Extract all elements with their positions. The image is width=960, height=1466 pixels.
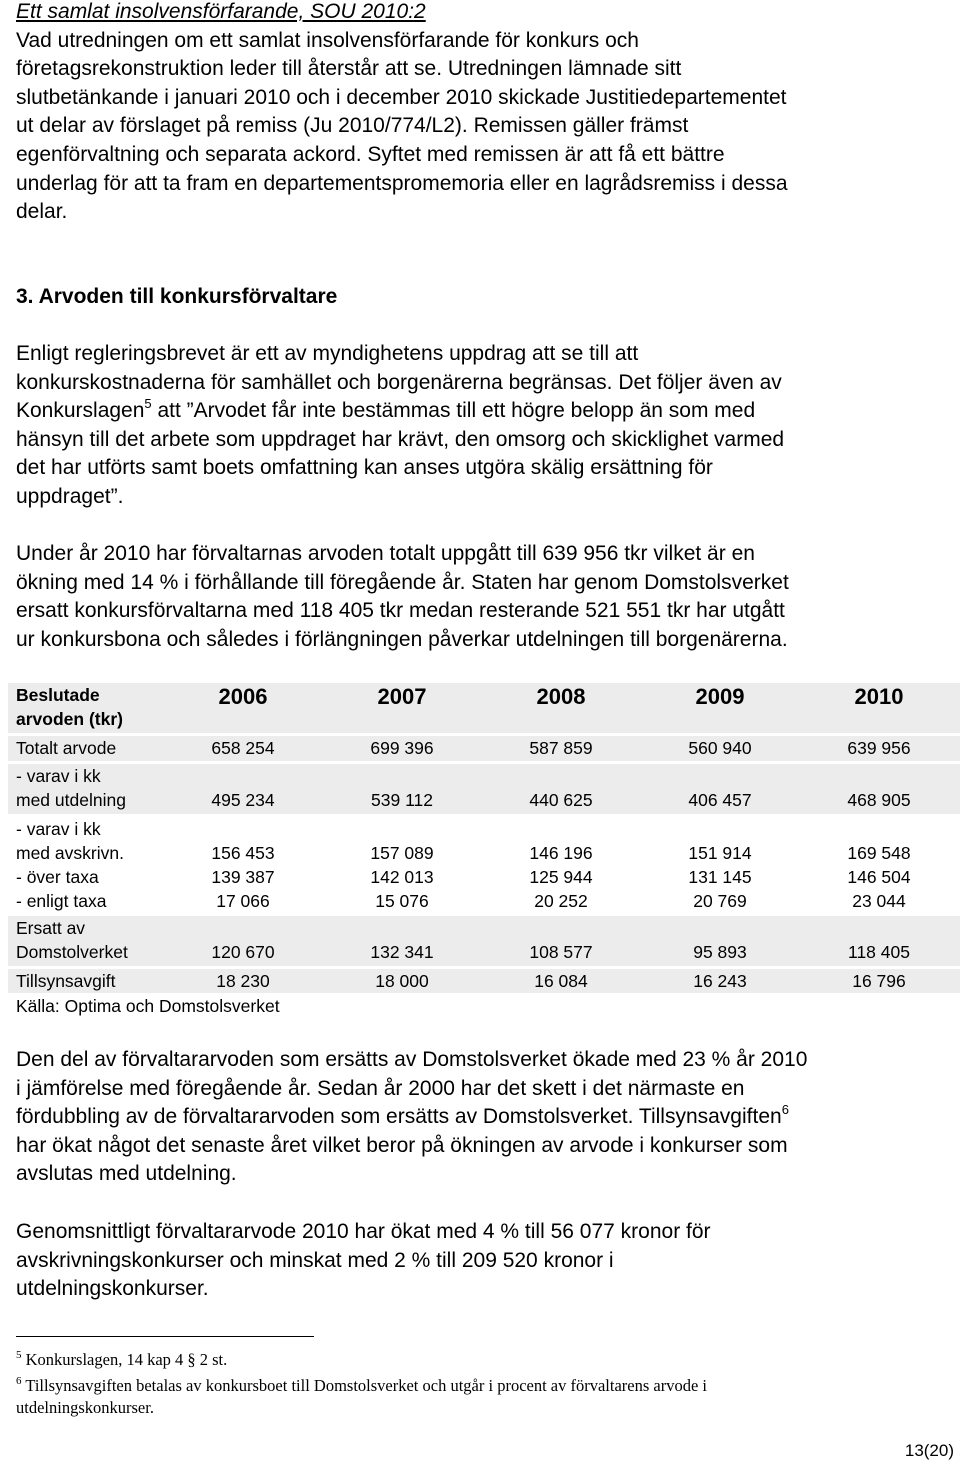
footnote-text: Konkurslagen, 14 kap 4 § 2 st.: [25, 1350, 228, 1369]
intro-line: ut delar av förslaget på remiss (Ju 2010/774/L2). Remissen gäller främst: [16, 114, 689, 138]
table-cell: 131 145: [688, 867, 752, 887]
footnote-6: [16, 1375, 936, 1419]
section-heading: 3. Arvoden till konkursförvaltare: [16, 285, 338, 308]
table-cell: 169 548: [847, 843, 911, 863]
intro-section: [16, 0, 956, 227]
table-header-label: Beslutade arvoden (tkr): [16, 685, 123, 729]
row-label: Totalt arvode: [16, 738, 117, 758]
paragraph-line: avskrivningskonkurser och minskat med 2 % till 209 520 kronor i: [16, 1248, 614, 1272]
paragraph-genomsnitt: [16, 1218, 956, 1304]
table-cell: 146 504: [847, 867, 911, 887]
paragraph-line: konkurskostnaderna för samhället och borgenärerna begränsas. Det följer även av: [16, 370, 782, 394]
table-cell: 16 796: [852, 971, 906, 991]
paragraph-line: har ökat något det senaste året vilket beror på ökningen av arvode i konkurser som: [16, 1133, 788, 1157]
quote-text: att ”Arvodet får inte bestämmas till ett högre belopp än som med: [151, 399, 756, 423]
table-cell: 132 341: [370, 942, 434, 962]
row-label: - enligt taxa: [16, 891, 107, 911]
row-label: - varav i kk med avskrivn.: [16, 819, 124, 863]
paragraph-line: Under år 2010 har förvaltarnas arvoden totalt uppgått till 639 956 tkr vilket är en: [16, 542, 755, 565]
subject-line: Ett samlat insolvensförfarande, SOU 2010:2: [16, 0, 426, 23]
table-cell: 23 044: [852, 891, 906, 911]
table-year-header: 2009: [695, 684, 745, 709]
paragraph-line: i jämförelse med föregående år. Sedan år 2000 har det skett i det närmaste en: [16, 1076, 745, 1100]
intro-line: underlag för att ta fram en departementspromemoria eller en lagrådsremiss i dessa: [16, 171, 788, 195]
footnote-ref-5: 5: [144, 396, 152, 412]
table-cell: 539 112: [371, 790, 433, 810]
paragraph-line: det har utförts samt boets omfattning kan anses utgöra skälig ersättning för: [16, 456, 713, 480]
table-year-header: 2006: [218, 684, 268, 709]
table-cell: 560 940: [688, 738, 752, 758]
table-cell: 157 089: [370, 843, 434, 863]
intro-line: företagsrekonstruktion leder till återstår att se. Utredningen lämnade sitt: [16, 57, 682, 81]
paragraph-line: ersatt konkursförvaltarna med 118 405 tkr medan resterande 521 551 tkr har utgått: [16, 599, 785, 623]
intro-line: delar.: [16, 200, 68, 224]
table-cell: 18 230: [216, 971, 270, 991]
table-cell: 20 769: [693, 891, 747, 911]
table-cell: 639 956: [847, 738, 911, 758]
table-cell: 125 944: [529, 867, 593, 887]
table-cell: 17 066: [216, 891, 270, 911]
table-cell: 15 076: [375, 891, 429, 911]
paragraph-line: Genomsnittligt förvaltararvode 2010 har ökat med 4 % till 56 077 kronor för: [16, 1220, 711, 1243]
table-cell: 16 084: [534, 971, 588, 991]
paragraph-domstolsverket: [16, 1046, 956, 1189]
table-cell: 495 234: [211, 790, 275, 810]
table-cell: 146 196: [529, 843, 593, 863]
paragraph-regleringsbrev: [16, 340, 956, 512]
footnote-text-continued: utdelningskonkurser.: [16, 1398, 154, 1417]
paragraph-line: avslutas med utdelning.: [16, 1162, 237, 1186]
intro-line: slutbetänkande i januari 2010 och i december 2010 skickade Justitiedepartementet: [16, 85, 787, 109]
table-cell: 658 254: [211, 738, 275, 758]
paragraph-line: fördubbling av de förvaltararvoden som ersätts av Domstolsverket. Tillsynsavgiften$^6$: [16, 1102, 789, 1129]
footnote-number: 6: [16, 1375, 22, 1387]
table-source: Källa: Optima och Domstolsverket: [16, 996, 280, 1016]
paragraph-line: utdelningskonkurser.: [16, 1277, 209, 1301]
row-label: Tillsynsavgift: [16, 971, 116, 991]
table-cell: 118 405: [848, 942, 910, 962]
paragraph-arvoden-2010: [16, 540, 956, 654]
page-number: 13(20): [904, 1441, 954, 1460]
table-year-header: 2008: [536, 684, 586, 709]
table-cell: 108 577: [529, 942, 593, 962]
table-cell: 95 893: [693, 942, 747, 962]
table-cell: 440 625: [529, 790, 593, 810]
paragraph-line: Enligt regleringsbrevet är ett av myndighetens uppdrag att se till att: [16, 342, 639, 365]
footnote-5: [16, 1349, 936, 1371]
table-cell: 406 457: [688, 790, 752, 810]
row-label: - över taxa: [16, 867, 99, 887]
table-cell: 16 243: [693, 971, 747, 991]
paragraph-line: Den del av förvaltararvoden som ersätts av Domstolsverket ökade med 23 % år 2010: [16, 1048, 808, 1071]
table-cell: 18 000: [375, 971, 429, 991]
row-label: Ersatt av Domstolverket: [16, 918, 128, 962]
paragraph-line: ökning med 14 % i förhållande till föregående år. Staten har genom Domstolsverket: [16, 570, 789, 594]
konkurslagen-text: Konkurslagen: [16, 399, 145, 423]
intro-line: Vad utredningen om ett samlat insolvensförfarande för konkurs och: [16, 28, 639, 52]
paragraph-line: ur konkursbona och således i förlängningen påverkar utdelningen till borgenärerna.: [16, 627, 788, 651]
table-cell: 151 914: [688, 843, 752, 863]
table-year-header: 2010: [854, 684, 904, 709]
footnote-text: Tillsynsavgiften betalas av konkursboet till Domstolsverket och utgår i procent av förvaltarens arvode i: [25, 1376, 708, 1395]
intro-line: egenförvaltning och separata ackord. Syftet med remissen är att få ett bättre: [16, 142, 725, 166]
paragraph-line: uppdraget”.: [16, 484, 124, 508]
table-cell: 699 396: [370, 738, 434, 758]
footnote-ref-6: 6: [781, 1102, 789, 1118]
table-cell: 20 252: [534, 891, 588, 911]
footnote-number: 5: [16, 1349, 22, 1361]
table-cell: 468 905: [847, 790, 911, 810]
footnote-divider: [16, 1336, 314, 1337]
row-label: - varav i kk med utdelning: [16, 766, 126, 810]
table-cell: 587 859: [529, 738, 593, 758]
table-cell: 120 670: [211, 942, 275, 962]
table-year-header: 2007: [377, 684, 427, 709]
table-cell: 142 013: [370, 867, 434, 887]
table-cell: 156 453: [211, 843, 275, 863]
paragraph-line: hänsyn till det arbete som uppdraget har krävt, den omsorg och skicklighet varmed: [16, 427, 785, 451]
table-cell: 139 387: [211, 867, 275, 887]
paragraph-line: [16, 397, 956, 426]
